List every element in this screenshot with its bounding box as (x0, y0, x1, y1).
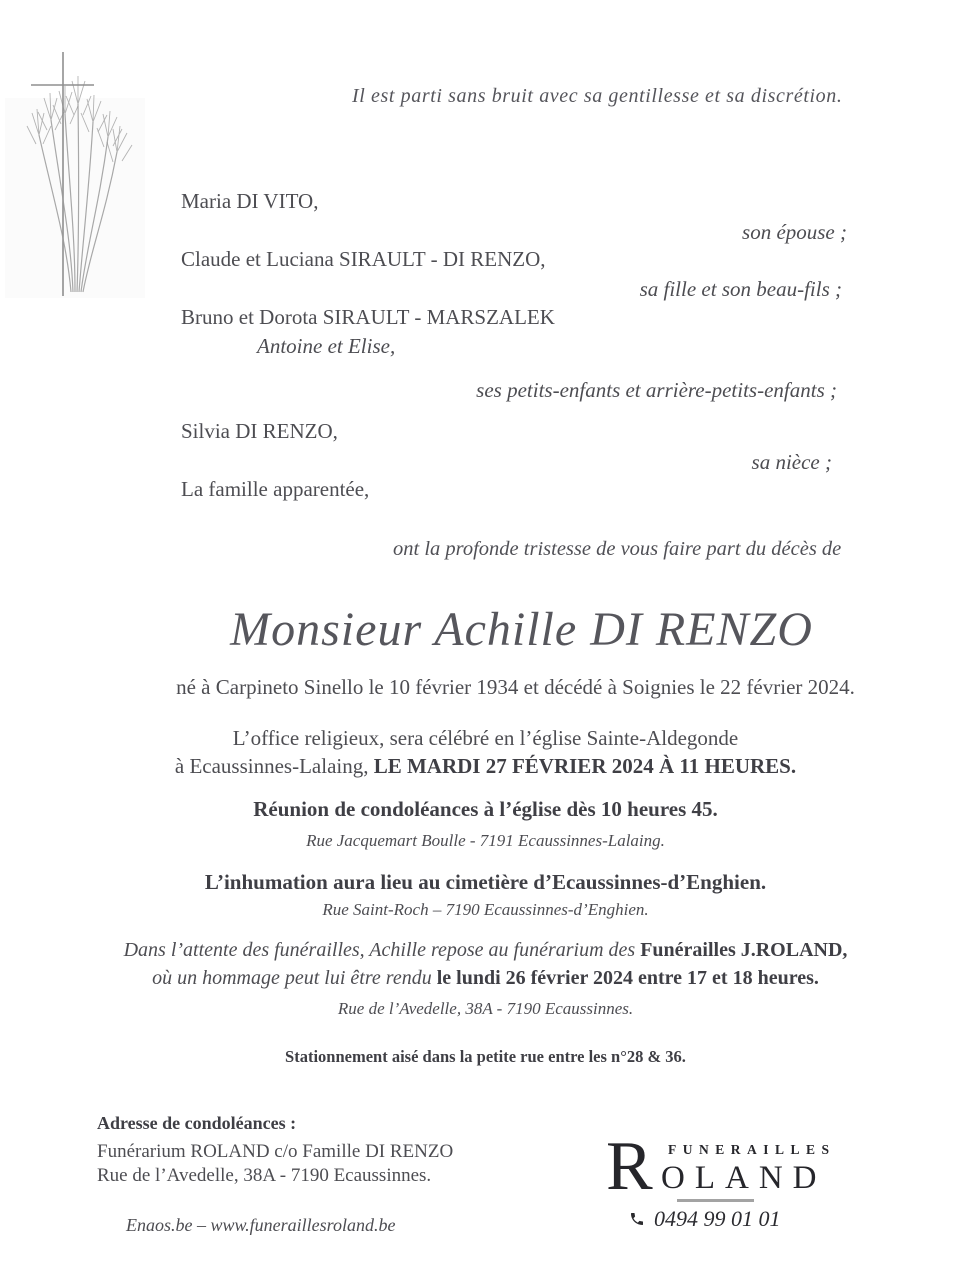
condolence-address-label: Adresse de condoléances : (97, 1113, 297, 1133)
condolence-address-line2: Rue de l’Avedelle, 38A - 7190 Ecaussinnes. (97, 1165, 432, 1186)
repose-line1 (0, 938, 971, 962)
cross-and-wheat-icon (5, 40, 160, 315)
family-wife-name: Maria DI VITO, (181, 189, 319, 213)
repose-line2-datetime: le lundi 26 février 2024 entre 17 et 18 heures. (436, 967, 819, 989)
burial-line: L’inhumation aura lieu au cimetière d’Ecaussinnes-d’Enghien. (204, 870, 767, 894)
ceremony-line2 (0, 754, 971, 779)
family-niece-name: Silvia DI RENZO, (181, 419, 338, 443)
logo-funerailles-word: FUNERAILLES (668, 1142, 836, 1157)
repose-line1-home: Funérailles J.ROLAND, (640, 939, 848, 961)
logo-underline (677, 1199, 754, 1202)
epitaph-quote: Il est parti sans bruit avec sa gentillesse et sa discrétion. (352, 85, 843, 107)
cemetery-address: Rue Saint-Roch – 7190 Ecaussinnes-d’Enghien. (322, 900, 649, 919)
logo-oland-word: OLAND (661, 1160, 827, 1196)
website-line: Enaos.be – www.funeraillesroland.be (126, 1215, 396, 1235)
family-grandchildren-name: Bruno et Dorota SIRAULT - MARSZALEK (181, 305, 555, 329)
deceased-name-title: Monsieur Achille DI RENZO (230, 603, 813, 656)
repose-line2 (0, 966, 971, 990)
ceremony-line2-datetime: LE MARDI 27 FÉVRIER 2024 À 11 HEURES. (373, 754, 797, 778)
repose-line1-text: Dans l’attente des funérailles, Achille repose au funérarium des (123, 939, 641, 961)
phone-icon (629, 1211, 645, 1227)
family-extended-line: La famille apparentée, (181, 477, 370, 501)
church-address: Rue Jacquemart Boulle - 7191 Ecaussinnes-Lalaing. (306, 831, 665, 850)
parking-note: Stationnement aisé dans la petite rue entre les n°28 & 36. (285, 1047, 686, 1066)
deceased-life-dates: né à Carpineto Sinello le 10 février 1934 et décédé à Soignies le 22 février 2024. (176, 675, 855, 699)
ceremony-gathering-line: Réunion de condoléances à l’église dès 10 heures 45. (253, 797, 718, 821)
phone-number: 0494 99 01 01 (654, 1206, 781, 1231)
family-wife-relation: son épouse ; (742, 220, 847, 244)
logo-initial-r: R (606, 1128, 653, 1205)
family-greatgrandchildren-names: Antoine et Elise, (257, 334, 396, 358)
funeral-home-logo (604, 1128, 839, 1248)
family-grandchildren-relation: ses petits-enfants et arrière-petits-enfants ; (476, 378, 837, 402)
logo-phone-row (629, 1206, 781, 1232)
family-niece-relation: sa nièce ; (751, 450, 832, 474)
ceremony-line2-place: à Ecaussinnes-Lalaing, (174, 754, 374, 778)
family-daughter-name: Claude et Luciana SIRAULT - DI RENZO, (181, 247, 546, 271)
announcement-line: ont la profonde tristesse de vous faire part du décès de (393, 538, 842, 560)
funeral-home-address: Rue de l’Avedelle, 38A - 7190 Ecaussinnes. (337, 999, 634, 1018)
repose-line2-text: où un hommage peut lui être rendu (152, 967, 437, 989)
family-daughter-relation: sa fille et son beau-fils ; (639, 277, 842, 301)
condolence-address-line1: Funérarium ROLAND c/o Famille DI RENZO (97, 1141, 454, 1162)
ceremony-line1: L’office religieux, sera célébré en l’église Sainte-Aldegonde (232, 726, 739, 750)
